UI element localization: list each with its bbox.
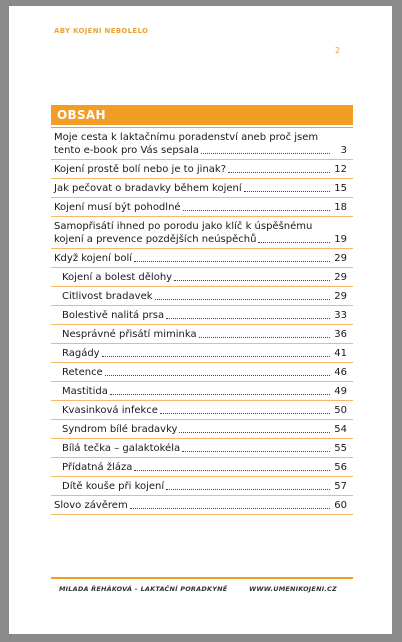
toc-leader-dots	[201, 153, 330, 154]
toc-separator	[51, 197, 353, 198]
toc-entry[interactable]	[62, 423, 347, 436]
footer-website: WWW.UMENIKOJENI.CZ	[249, 585, 337, 593]
toc-entry[interactable]	[62, 480, 347, 493]
toc-entry[interactable]	[62, 385, 347, 398]
toc-entry-title: Moje cesta k laktačnímu poradenství aneb proč jsem	[54, 132, 319, 143]
toc-page-number: 33	[334, 310, 347, 321]
table-of-contents	[9, 6, 392, 634]
page-number: 2	[335, 46, 341, 55]
toc-leader-dots	[179, 432, 330, 433]
toc-entry[interactable]	[54, 499, 347, 512]
toc-leader-dots	[134, 470, 330, 471]
toc-entry[interactable]	[62, 271, 347, 284]
footer-rule	[51, 577, 353, 579]
toc-page-number: 41	[334, 348, 347, 359]
toc-entry[interactable]	[62, 442, 347, 455]
toc-separator	[51, 267, 353, 268]
toc-entry-title: tento e-book pro Vás sepsala	[54, 145, 200, 156]
toc-entry[interactable]	[62, 309, 347, 322]
toc-entry-title: Kojení musí být pohodlné	[54, 202, 181, 213]
toc-entry[interactable]	[54, 182, 347, 195]
toc-leader-dots	[160, 413, 330, 414]
toc-leader-dots	[130, 508, 330, 509]
toc-entry[interactable]	[54, 252, 347, 265]
toc-page-number: 29	[334, 291, 347, 302]
toc-separator	[51, 362, 353, 363]
toc-page-number: 15	[334, 183, 347, 194]
toc-leader-dots	[110, 394, 330, 395]
toc-entry[interactable]	[62, 366, 347, 379]
toc-page-number: 49	[334, 386, 347, 397]
toc-page-number: 19	[334, 234, 347, 245]
toc-leader-dots	[244, 191, 330, 192]
toc-page-number: 12	[334, 164, 347, 175]
toc-entry[interactable]	[62, 328, 347, 341]
toc-leader-dots	[166, 489, 330, 490]
toc-entry[interactable]	[54, 163, 347, 176]
toc-entry-title: Přídatná žláza	[62, 462, 133, 473]
toc-title: OBSAH	[57, 108, 106, 122]
toc-separator	[51, 514, 353, 515]
toc-entry[interactable]	[54, 201, 347, 214]
toc-entry-title: Citlivost bradavek	[62, 291, 153, 302]
toc-entry-title: Dítě kouše při kojení	[62, 481, 165, 492]
toc-page-number: 18	[334, 202, 347, 213]
toc-entry-title: kojení a prevence pozdějších neúspěchů	[54, 234, 257, 245]
toc-separator	[51, 286, 353, 287]
toc-separator	[51, 248, 353, 249]
toc-entry-title: Kvasinková infekce	[62, 405, 158, 416]
toc-entry-title: Ragády	[62, 348, 100, 359]
toc-separator	[51, 400, 353, 401]
toc-separator	[51, 419, 353, 420]
toc-separator	[51, 457, 353, 458]
toc-entry-title: Syndrom bílé bradavky	[62, 424, 178, 435]
toc-page-number: 56	[334, 462, 347, 473]
toc-entry-title: Jak pečovat o bradavky během kojení	[54, 183, 242, 194]
toc-page-number: 50	[334, 405, 347, 416]
toc-entry-title: Kojení a bolest dělohy	[62, 272, 173, 283]
toc-page-number: 57	[334, 481, 347, 492]
toc-leader-dots	[166, 318, 330, 319]
toc-separator	[51, 324, 353, 325]
toc-entry[interactable]	[54, 144, 347, 157]
toc-leader-dots	[174, 280, 330, 281]
toc-leader-dots	[134, 261, 330, 262]
toc-entry-title: Mastitida	[62, 386, 108, 397]
toc-page-number: 54	[334, 424, 347, 435]
toc-separator	[51, 216, 353, 217]
toc-separator	[51, 495, 353, 496]
toc-entry[interactable]	[62, 404, 347, 417]
toc-page-number: 55	[334, 443, 347, 454]
toc-leader-dots	[155, 299, 330, 300]
toc-entry-title: Nesprávné přisátí miminka	[62, 329, 197, 340]
toc-separator	[51, 159, 353, 160]
document-page	[9, 6, 392, 634]
toc-entry[interactable]	[62, 461, 347, 474]
toc-page-number: 29	[334, 272, 347, 283]
toc-entry-title: Slovo závěrem	[54, 500, 128, 511]
toc-entry[interactable]	[54, 233, 347, 246]
toc-leader-dots	[182, 451, 330, 452]
toc-entry-title: Bolestivě nalitá prsa	[62, 310, 165, 321]
toc-leader-dots	[199, 337, 330, 338]
running-header: ABY KOJENÍ NEBOLELO	[54, 27, 149, 35]
toc-entry-title: Bílá tečka – galaktokéla	[62, 443, 181, 454]
toc-entry[interactable]	[62, 290, 347, 303]
toc-entry-title: Když kojení bolí	[54, 253, 133, 264]
toc-entry[interactable]	[62, 347, 347, 360]
toc-separator	[51, 305, 353, 306]
toc-separator	[51, 343, 353, 344]
toc-page-number: 46	[334, 367, 347, 378]
toc-leader-dots	[105, 375, 330, 376]
toc-page-number: 29	[334, 253, 347, 264]
toc-entry-line[interactable]	[54, 220, 347, 233]
toc-entry-title: Samopřisátí ihned po porodu jako klíč k úspěšnému	[54, 221, 313, 232]
toc-separator	[51, 476, 353, 477]
footer-author: MILADA ŘEHÁKOVÁ – LAKTAČNÍ PORADKYNĚ	[59, 585, 228, 593]
toc-leader-dots	[258, 242, 330, 243]
toc-separator	[51, 438, 353, 439]
toc-page-number: 36	[334, 329, 347, 340]
toc-entry-line[interactable]	[54, 131, 347, 144]
toc-entry-title: Retence	[62, 367, 103, 378]
toc-leader-dots	[102, 356, 330, 357]
toc-page-number: 3	[340, 145, 347, 156]
toc-page-number: 60	[334, 500, 347, 511]
toc-separator	[51, 381, 353, 382]
toc-leader-dots	[228, 172, 330, 173]
toc-separator	[51, 178, 353, 179]
toc-leader-dots	[183, 210, 330, 211]
toc-entry-title: Kojení prostě bolí nebo je to jinak?	[54, 164, 227, 175]
